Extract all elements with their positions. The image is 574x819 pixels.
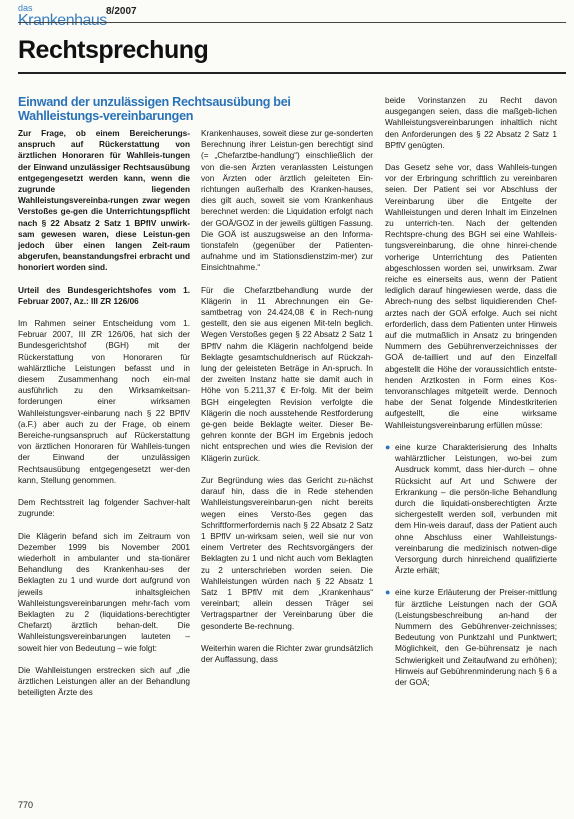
top-rule (18, 22, 566, 23)
bullet-text: eine kurze Erläuterung der Preiser-mittlung für ärztliche Leistungen nach der GOÄ (Leistungsbeschreibung an-hand der Nummern des Gebührenver-zeichnisses; Bedeutung von Punktzahl und Punktwert; Möglichkeit, den Ge-bührensatz je nach Schwierigkeit und Zeitaufwand zu erhöhen); Hinweis auf Gebührenminderung nach § 6 a der GOÄ; (395, 588, 557, 687)
masthead-brand: Krankenhaus (18, 12, 107, 29)
column-1 (18, 128, 190, 709)
paragraph: Das Gesetz sehe vor, dass Wahlleis-tungen vor der Erbringung schriftlich zu vereinbaren seien. Der Patient sei vor Abschluss der Vereinbarung über die Entgelte der Wahlleistungen und deren Inhalt im Einzelnen zu unterrich-ten. Nach der geltenden Rechtspre-chung des BGH sei eine Wahlleis-tungsvereinbarung, die ohne hinrei-chende vorherige Unterrichtung des Patienten abgeschlossen worden sei, unwirksam. Zwar reiche es einerseits aus, wenn der Patient lediglich darauf hingewiesen werde, dass die Abrech-nung des selbst liquidierenden Chef-arztes nach der GOÄ erfolge. Auch sei nicht erforderlich, dass dem Patienten unter Hinweis auf die mutmaßlich in Ansatz zu bringenden Nummern des Gebührenverzeichnisses der GOÄ de-tailliert und auf den Einzelfall abgestellt die Höhe der voraussichtlich entste-henden Arztkosten in Form eines Kos-tenvoranschlages mitgeteilt werde. Dennoch habe der Senat folgende Mindestkriterien aufgestellt, die eine wirksame Wahlleistungsvereinbarung erfüllen müsse: (385, 163, 557, 430)
verdict-reference: Urteil des Bundesgerichtshofes vom 1. Februar 2007, Az.: III ZR 126/06 (18, 285, 190, 306)
paragraph: Für die Chefarztbehandlung wurde der Klägerin in 11 Abrechnungen ein Ge-samtbetrag von 24.424,08 € in Rech-nung gestellt, den sie aus eigenen Mit-teln beglich. Wegen Verstoßes gegen § 22 Absatz 2 Satz 1 BPflV nahm die Klägerin nachfolgend beide Beklagte gesamtschuldnerisch auf Rückzah-lung der geleisteten Beträge in An-spruch. In der zweiten Instanz hatte sie damit auch in Höhe von 5.211,37 € Er-folg. Mit der beim BGH eingelegten Revision verfolgte die Klägerin die noch ausstehende Restforderung ge-gen beide Beklagte weiter. Dieser Be-gehren konnte der BGH im Ergebnis jedoch nicht entsprechen und wies die Revision der Klägerin zurück. (201, 285, 373, 463)
section-title: Rechtsprechung (18, 36, 209, 64)
bullet-item (385, 587, 557, 688)
issue-number: 8/2007 (106, 6, 137, 17)
page-number: 770 (18, 800, 34, 810)
paragraph: Die Wahlleistungen erstrecken sich auf „die ärztlichen Leistungen aller an der Behandlung beteiligten Ärzte des (18, 665, 190, 698)
article-headline: Einwand der unzulässigen Rechtsausübung bei Wahlleistungs-vereinbarungen (18, 95, 291, 123)
bullet-icon: ● (385, 441, 391, 452)
paragraph: Zur Begründung wies das Gericht zu-nächst darauf hin, dass die in Rede stehenden Wahlleistungsvereinbarun-gen nicht bereits wegen eines Versto-ßes gegen das Schriftformerfordernis nach § 22 Absatz 2 Satz 1 BPflV un-wirksam seien, weil sie nur von einem Vertreter des Rechtsvorgängers der Beklagten zu 1 und nicht auch vom Beklagten zu 2 unterschrieben worden seien. Die Wahlleistungen würden nach § 22 Absatz 1 Satz 1 BPflV mit dem „Krankenhaus“ vereinbart; allein dessen Träger sei Vertragspartner der Vereinbarung über die gesonderte Be-rechnung. (201, 475, 373, 631)
paragraph: Die Klägerin befand sich im Zeitraum von Dezember 1999 bis November 2001 wiederholt in ambulanter und sta-tionärer Behandlung des Krankenhau-ses der Beklagten zu 1 und wurde dort aufgrund von jeweils inhaltsgleichen Wahlleistungsvereinbarungen mehr-fach vom Beklagten zu 2 (liquidations-berechtigter Chefarzt) ärztlich behan-delt. Die Wahlleistungsvereinbarungen lauteten – soweit hier von Bedeutung – wie folgt: (18, 531, 190, 653)
column-3 (385, 95, 557, 699)
bullet-icon: ● (385, 587, 391, 598)
paragraph: Im Rahmen seiner Entscheidung vom 1. Februar 2007, III ZR 126/06, hat sich der Bundesgerichtshof (BGH) mit der Rückerstattung von Honoraren für wahlärztliche Leistungen befasst und in diesem Zusammenhang noch ein-mal ausführlich zu den Wirksamkeitsan-forderungen einer wirksamen Wahlleistungsver-einbarung nach § 22 BPflV (a.F.) aber auch zu der Frage, ob einem Bereiche-rungsanspruch auf Rückerstattung von ärztlichen Honoraren für Wahlleis-tungen der Einwand der unzulässigen Rechtsausübung entgegengesetzt wer-den kann, Stellung genommen. (18, 319, 190, 485)
paragraph: Dem Rechtsstreit lag folgender Sachver-halt zugrunde: (18, 498, 190, 519)
bullet-text: eine kurze Charakterisierung des Inhalts wahlärztlicher Leistungen, wo-bei zum Ausdruck kommt, dass hier-durch – ohne Rücksicht auf Art und Schwere der Erkrankung – die persön-liche Behandlung durch die liquidati-onsberechtigten Ärzte sichergestellt werden soll, verbunden mit dem Hin-weis darauf, dass der Patient auch ohne Abschluss einer Wahlleistungs-vereinbarung die medizinisch notwen-dige Versorgung durch hinreichend qualifizierte Ärzte erhält; (395, 442, 557, 576)
bullet-item (385, 442, 557, 576)
masthead-logo (18, 4, 107, 28)
column-2 (201, 128, 373, 676)
title-rule (18, 72, 566, 74)
article-lead: Zur Frage, ob einem Bereicherungs-anspruch auf Rückerstattung von ärztlichen Honoraren für Wahlleis-tungen der Einwand unzulässiger Rechtsausübung entgegengesetzt werden kann, wenn die zugrunde liegenden Wahlleistungsvereinba-rungen zwar wegen Verstoßes ge-gen die Unterrichtungspflicht nach § 22 Absatz 2 Satz 1 BPflV unwirk-sam gewesen waren, diese Leistun-gen jedoch über einen langen Zeit-raum abgerufen, beanstandungsfrei erbracht und honoriert worden sind. (18, 129, 190, 273)
paragraph: Krankenhauses, soweit diese zur ge-sonderten Berechnung ihrer Leistun-gen berechtigt sind (= „Chefarztbe-handlung“) einschließlich der von die-sen Ärzten veranlassten Leistungen von Ärzten oder ärztlich geleiteten Ein-richtungen außerhalb des Kranken-hauses, dies gilt auch, soweit sie vom Krankenhaus berechnet werden: die Liquidation erfolgt nach der GOÄ/GOZ in der jeweils gültigen Fassung. Die GOÄ ist auszugsweise an den Informa-tionstafeln (gegenüber der Patienten-aufnahme und im Stationsdienstzim-mer) zur Einsichtnahme.“ (201, 129, 373, 273)
paragraph: beide Vorinstanzen zu Recht davon ausgegangen seien, dass die maßgeb-lichen Wahlleistungsvereinbarungen inhaltlich nicht den Anforderungen des § 22 Absatz 2 Satz 1 BPflV genügten. (385, 96, 557, 150)
masthead-das: das (18, 3, 33, 13)
paragraph: Weiterhin waren die Richter zwar grundsätzlich der Auffassung, dass (201, 643, 373, 664)
